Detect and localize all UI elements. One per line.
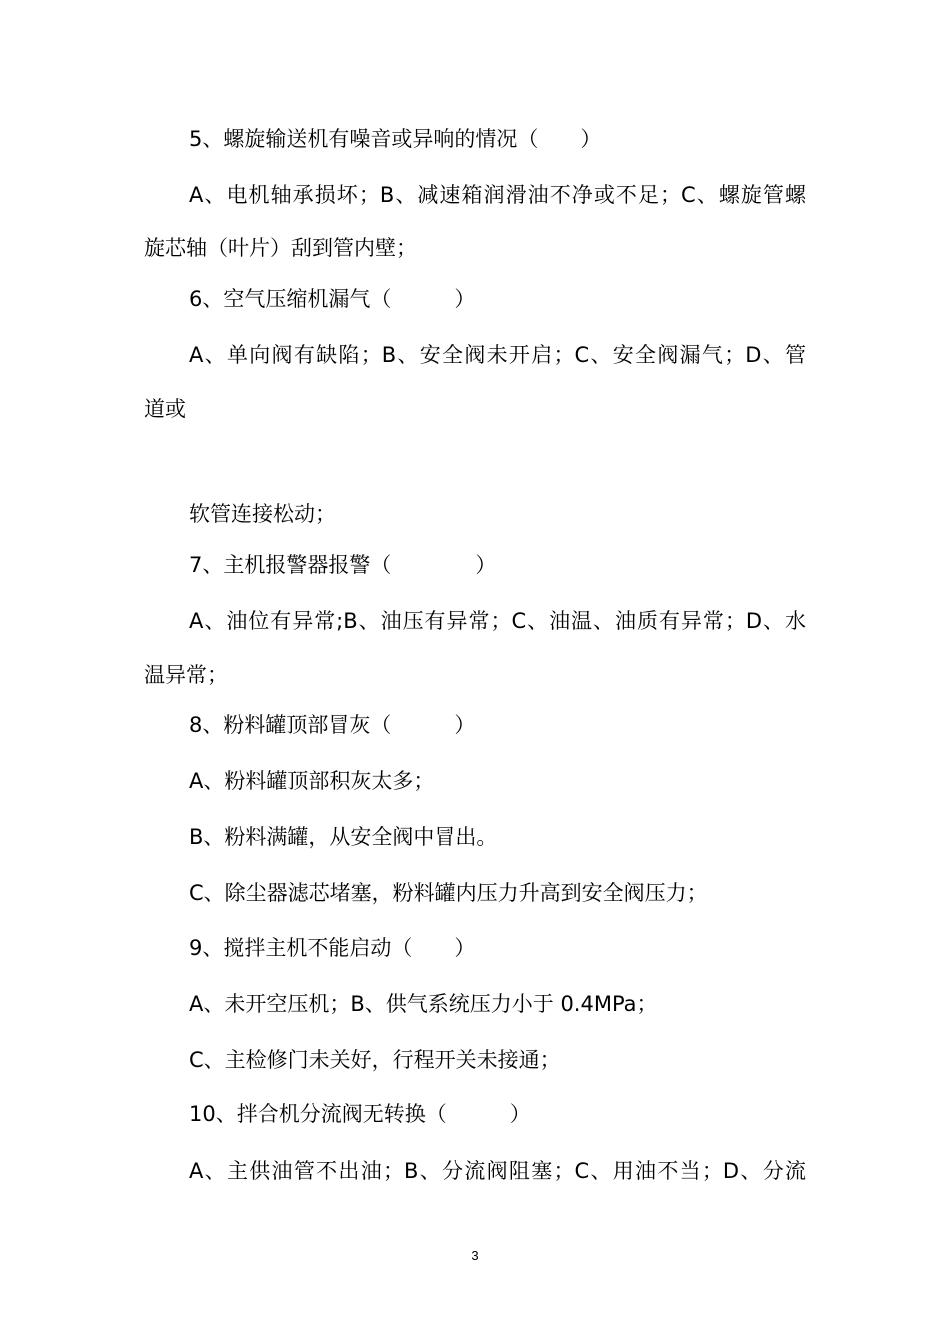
question-5: 5、螺旋输送机有噪音或异响的情况（ ） — [189, 127, 602, 151]
question-6-options-end: 软管连接松动； — [189, 502, 336, 526]
question-9-option-c: C、主检修门未关好，行程开关未接通； — [189, 1048, 561, 1072]
question-10: 10、拌合机分流阀无转换（ ） — [189, 1102, 531, 1126]
question-10-options: A、主供油管不出油；B、分流阀阻塞；C、用油不当；D、分流 — [189, 1159, 806, 1183]
question-7-options: A、油位有异常;B、油压有异常；C、油温、油质有异常；D、水 — [189, 609, 806, 633]
question-8-option-c: C、除尘器滤芯堵塞，粉料罐内压力升高到安全阀压力； — [189, 881, 708, 905]
question-5-options: A、电机轴承损坏；B、减速箱润滑油不净或不足；C、螺旋管螺 — [189, 183, 806, 207]
question-7: 7、主机报警器报警（ ） — [189, 553, 497, 577]
question-5-options-cont: 旋芯轴（叶片）刮到管内壁； — [144, 236, 417, 260]
question-6-options-cont: 道或 — [144, 397, 186, 421]
question-8-option-a: A、粉料罐顶部积灰太多； — [189, 769, 435, 793]
question-8-option-b: B、粉料满罐，从安全阀中冒出。 — [189, 825, 498, 849]
question-6-options: A、单向阀有缺陷；B、安全阀未开启；C、安全阀漏气；D、管 — [189, 343, 806, 367]
question-8: 8、粉料罐顶部冒灰（ ） — [189, 713, 476, 737]
question-7-options-cont: 温异常； — [144, 663, 228, 687]
question-6: 6、空气压缩机漏气（ ） — [189, 287, 476, 311]
page-number: 3 — [471, 1248, 479, 1263]
question-9: 9、搅拌主机不能启动（ ） — [189, 936, 476, 960]
question-9-option-ab: A、未开空压机；B、供气系统压力小于 0.4MPa； — [189, 992, 658, 1016]
